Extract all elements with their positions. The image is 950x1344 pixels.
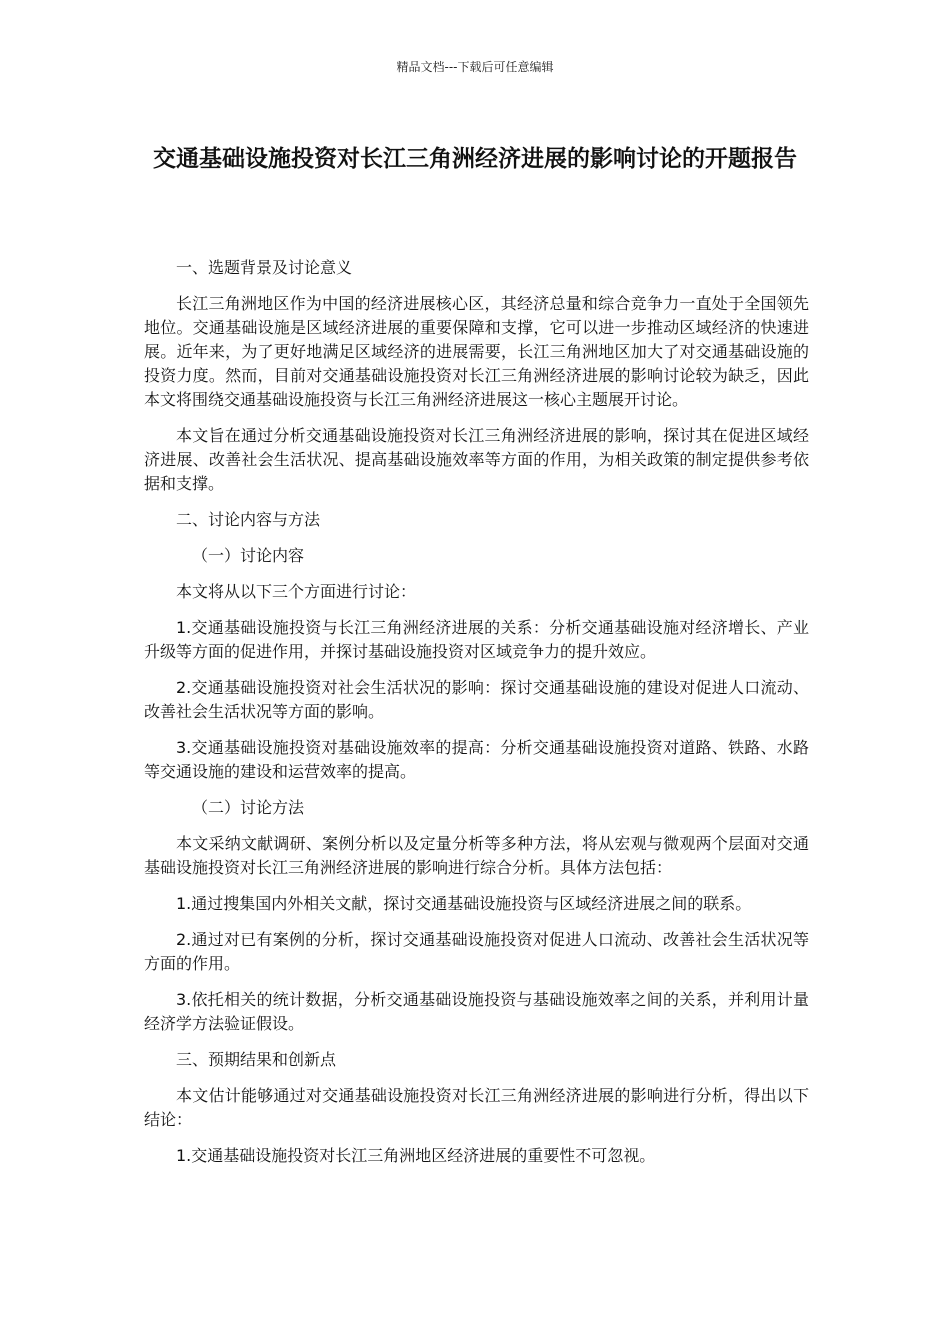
list-item-method-3: 3.依托相关的统计数据，分析交通基础设施投资与基础设施效率之间的关系，并利用计量经济学方法验证假设。 bbox=[144, 990, 809, 1033]
section-heading-results: 三、预期结果和创新点 bbox=[176, 1050, 337, 1069]
list-item-method-2: 2.通过对已有案例的分析，探讨交通基础设施投资对促进人口流动、改善社会生活状况等方面的作用。 bbox=[144, 930, 809, 973]
list-item-content-2: 2.交通基础设施投资对社会生活状况的影响：探讨交通基础设施的建设对促进人口流动、改善社会生活状况等方面的影响。 bbox=[144, 678, 809, 721]
document-title: 交通基础设施投资对长江三角洲经济进展的影响讨论的开题报告 bbox=[153, 146, 797, 172]
subsection-heading-method: （二）讨论方法 bbox=[192, 798, 305, 817]
paragraph-purpose: 本文旨在通过分析交通基础设施投资对长江三角洲经济进展的影响，探讨其在促进区域经济进展、改善社会生活状况、提高基础设施效率等方面的作用，为相关政策的制定提供参考依据和支撑。 bbox=[144, 426, 809, 493]
section-heading-content-method: 二、讨论内容与方法 bbox=[176, 510, 321, 529]
document-body bbox=[144, 256, 809, 1180]
subsection-heading-content: （一）讨论内容 bbox=[192, 546, 305, 565]
list-item-content-3: 3.交通基础设施投资对基础设施效率的提高：分析交通基础设施投资对道路、铁路、水路等交通设施的建设和运营效率的提高。 bbox=[144, 738, 809, 781]
list-item-content-1: 1.交通基础设施投资与长江三角洲经济进展的关系：分析交通基础设施对经济增长、产业升级等方面的促进作用，并探讨基础设施投资对区域竞争力的提升效应。 bbox=[144, 618, 809, 661]
list-item-method-1: 1.通过搜集国内外相关文献，探讨交通基础设施投资与区域经济进展之间的联系。 bbox=[176, 894, 752, 913]
paragraph-results-intro: 本文估计能够通过对交通基础设施投资对长江三角洲经济进展的影响进行分析，得出以下结论： bbox=[144, 1086, 809, 1129]
paragraph-background: 长江三角洲地区作为中国的经济进展核心区，其经济总量和综合竞争力一直处于全国领先地位。交通基础设施是区域经济进展的重要保障和支撑，它可以进一步推动区域经济的快速进展。近年来，为了更好地满足区域经济的进展需要，长江三角洲地区加大了对交通基础设施的投资力度。然而，目前对交通基础设施投资对长江三角洲经济进展的影响讨论较为缺乏，因此本文将围绕交通基础设施投资与长江三角洲经济进展这一核心主题展开讨论。 bbox=[144, 294, 809, 409]
list-item-result-1: 1.交通基础设施投资对长江三角洲地区经济进展的重要性不可忽视。 bbox=[176, 1146, 656, 1165]
section-heading-background: 一、选题背景及讨论意义 bbox=[176, 258, 353, 277]
paragraph-content-intro: 本文将从以下三个方面进行讨论： bbox=[176, 582, 417, 601]
header-note: 精品文档---下载后可任意编辑 bbox=[396, 60, 554, 74]
paragraph-method-intro: 本文采纳文献调研、案例分析以及定量分析等多种方法，将从宏观与微观两个层面对交通基础设施投资对长江三角洲经济进展的影响进行综合分析。具体方法包括： bbox=[144, 834, 809, 877]
